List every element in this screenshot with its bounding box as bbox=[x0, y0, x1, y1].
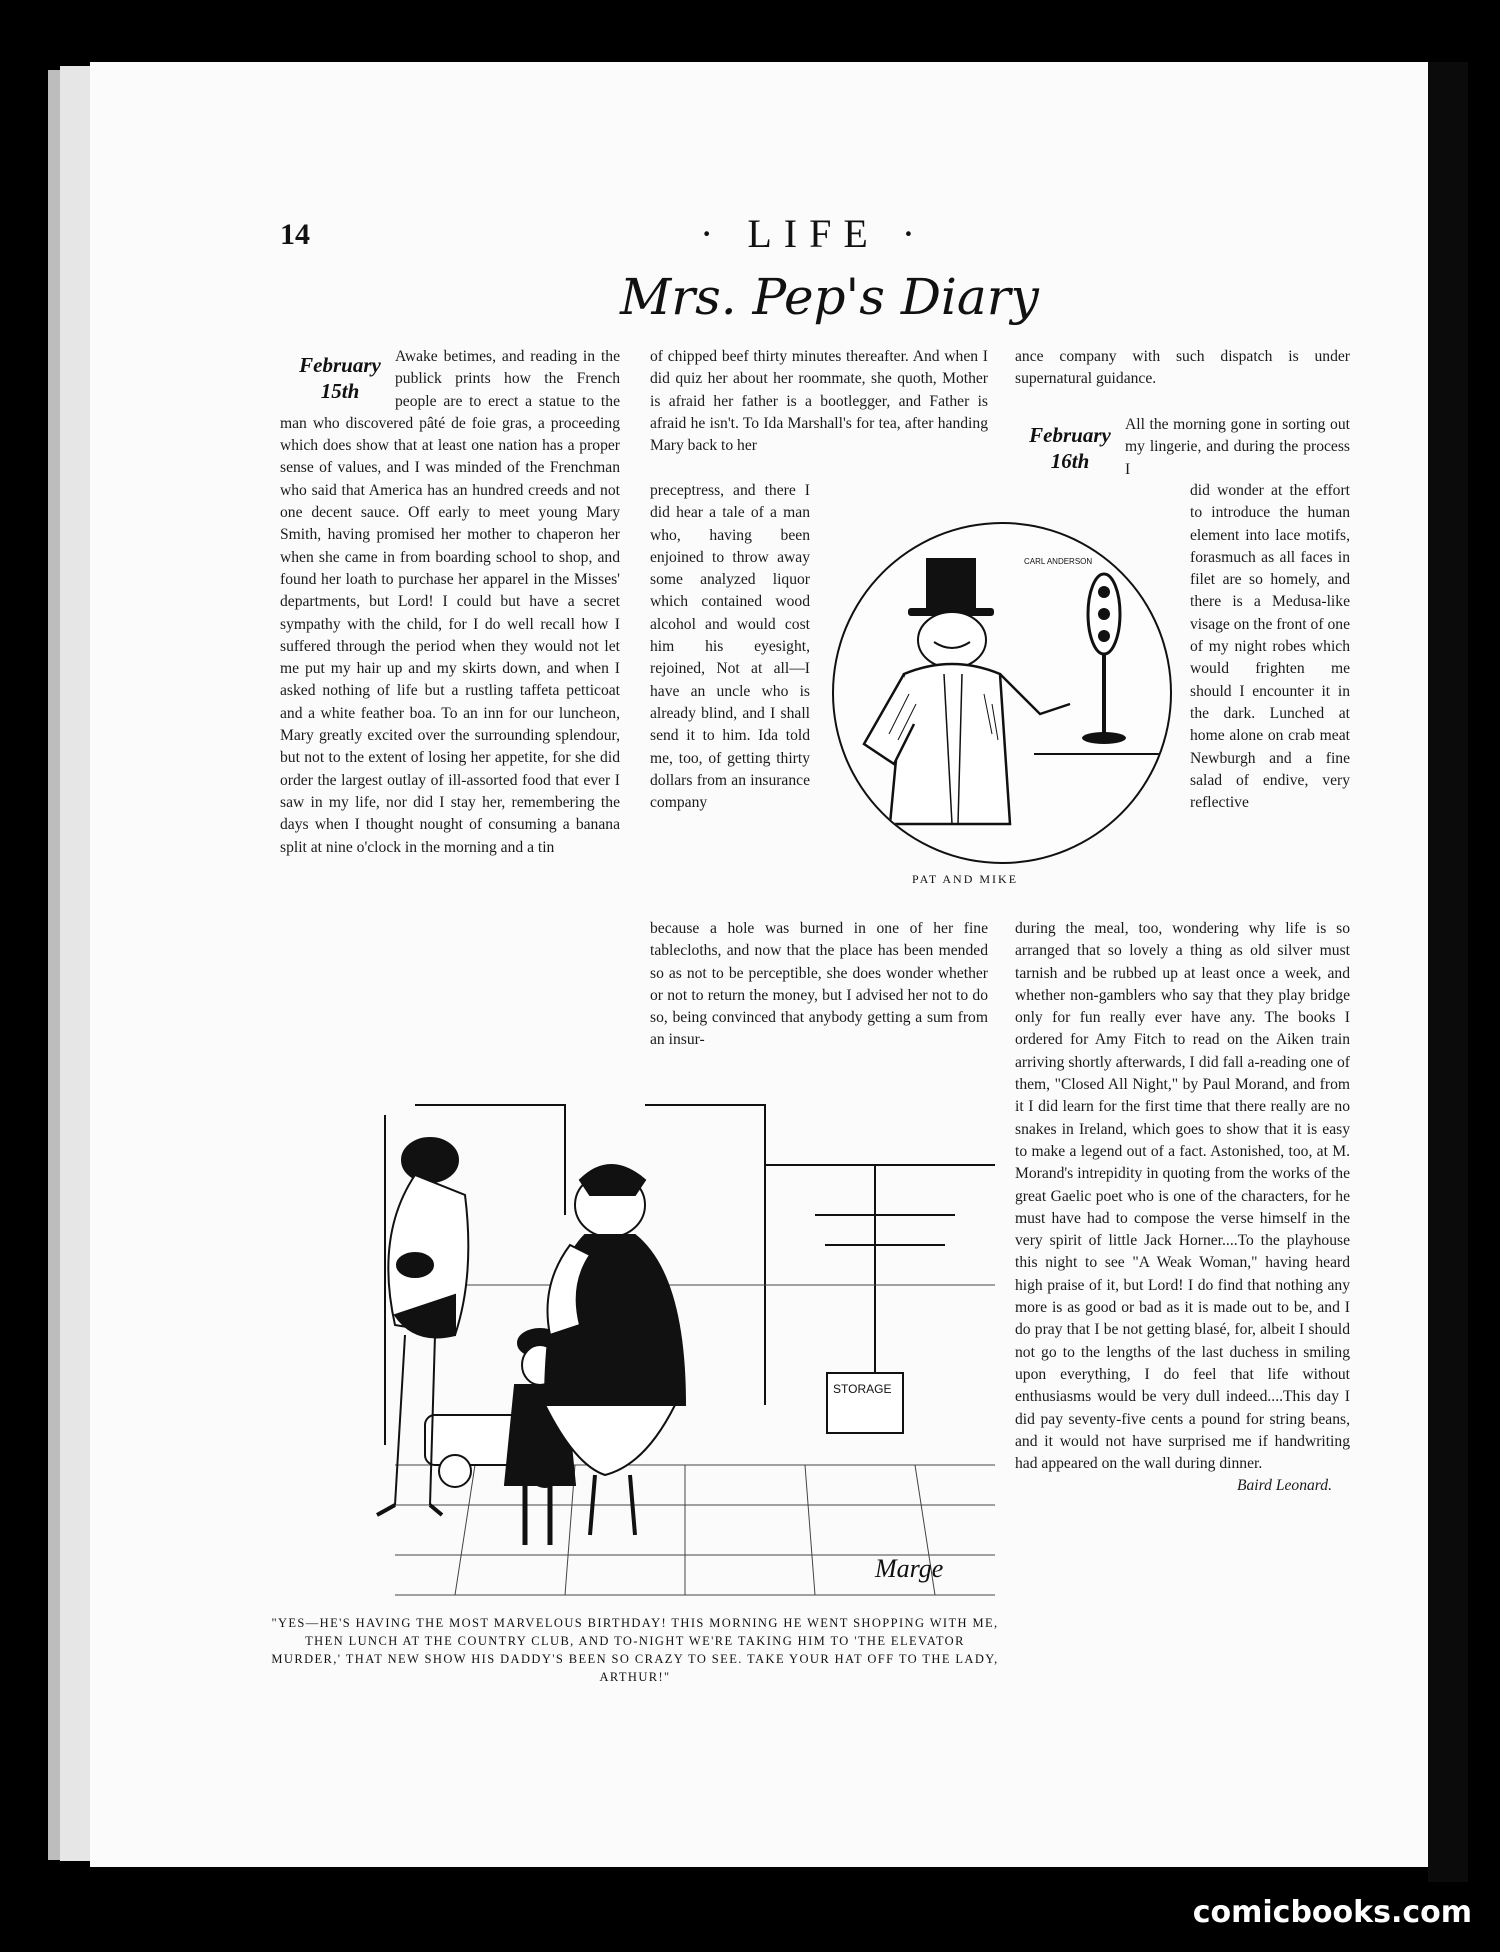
dateline-month: February bbox=[1029, 423, 1111, 447]
entry1-col2-narrow: preceptress, and there I did hear a tale of a man who, having been enjoined to throw away some analyzed liquor which contained wood alcohol and would cost him his eyesight, rejoined, Not at all—I have an uncle who is already blind, and I shall send it to him. Ida told me, too, of getting thirty dollars from an insurance company bbox=[650, 482, 810, 812]
entry1-col1-text: Awake betimes, and reading in the publick prints how the French people are to erect a statue to the man who discovered pâté de foie gras, a proceeding which does show that at least one nation has a proper sense of values, and I was minded of the Frenchman who said that America has an hundred creeds and not one decent sauce. Off early to meet young Mary Smith, having promised her mother to chaperon her when she came in from boarding school to shop, and found her loath to purchase her apparel in the Misses' departments, but Lord! I could but have a secret sympathy with the child, for I do well recall how I suffered through the period when they would not let me put my hair up and my skirts down, and when I asked nothing of life but a rustling taffeta petticoat and a white feather boa. To an inn for our luncheon, Mary greatly excited over the surrounding splendour, but not to the extent of losing her appetite, for she did order the largest outlay of ill-assorted food that ever I saw in my life, nor did I stay her, remembering the days when I thought nought of consuming a banana split at nine o'clock in the morning and a tin bbox=[280, 348, 620, 856]
column-2-top bbox=[650, 346, 988, 457]
binding-right bbox=[1428, 62, 1468, 1882]
masthead: · LIFE · bbox=[700, 211, 928, 256]
pat-and-mike-illustration bbox=[832, 522, 1172, 864]
dateline-day: 15th bbox=[320, 379, 360, 403]
dateline-month: February bbox=[299, 353, 381, 377]
column-2-narrow bbox=[650, 480, 810, 814]
column-3-top bbox=[1015, 346, 1350, 391]
column-3-bottom bbox=[1015, 918, 1350, 1498]
entry2-col3-bottom: during the meal, too, wondering why life is so arranged that so lovely a thing as old silver must tarnish and be rubbed up at least once a week, and whether non-gamblers who say that they play bridge only for fun really ever have any. The books I ordered for Amy Fitch to read on the Aiken train arriving shortly afterwards, I did fall a-reading one of them, "Closed All Night," by Paul Morand, and from it I did learn for the first time that there really are no snakes in Ireland, which goes to show that it is easy to make a legend out of a fact. Astonished, too, at M. Morand's intrepidity in quoting from the works of the great Gaelic poet who is one of the characters, for he must have had to compose the verse himself in the very spirit of little Jack Horner....To the playhouse this night to see "A Weak Woman," having heard high praise of it, but Lord! I do find that nothing any more is as good or bad as it is made out to be, and I do pray that I be not getting blasé, for, albeit I should not go to the lengths of the last duchess in smiling upon everything, I do feel that life without enthusiasms would be very dull indeed....This day I did pay seventy-five cents a pound for string beans, and it would not have surprised me if handwriting had appeared on the wall during dinner. bbox=[1015, 920, 1350, 1473]
page-number: 14 bbox=[280, 218, 310, 251]
pat-and-mike-drawing bbox=[834, 524, 1170, 862]
entry1-col3-top: ance company with such dispatch is under supernatural guidance. bbox=[1015, 348, 1350, 388]
birthday-cartoon bbox=[355, 1085, 1000, 1605]
column-1 bbox=[280, 346, 620, 1086]
entry2-col3-lead: All the morning gone in sorting out my lingerie, and during the process I bbox=[1125, 416, 1350, 478]
entry1-col2-bottom: because a hole was burned in one of her fine tablecloths, and now that the place has been mended so as not to be perceptible, she does wonder whether or not to return the money, but I advised her not to do so, being convinced that anybody getting a sum from an insur- bbox=[650, 920, 988, 1049]
dateline-day: 16th bbox=[1050, 449, 1090, 473]
illustration-artist: CARL ANDERSON bbox=[1024, 557, 1093, 566]
column-3-narrow bbox=[1190, 480, 1350, 814]
column-3-lead bbox=[1125, 414, 1350, 481]
entry2-col3-narrow: did wonder at the effort to introduce the human element into lace motifs, forasmuch as all faces in filet are so homely, and there is a Medusa-like visage on the front of one of my night robes which would frighten me should I encounter it in the dark. Lunched at home alone on crab meat Newburgh and a fine salad of endive, very reflective bbox=[1190, 482, 1350, 812]
birthday-cartoon-drawing bbox=[355, 1085, 1000, 1605]
watermark: comicbooks.com bbox=[1192, 1895, 1472, 1930]
pat-and-mike-caption: PAT AND MIKE bbox=[912, 872, 1019, 886]
entry1-col2-top: of chipped beef thirty minutes thereafter. And when I did quiz her about her roommate, she quoth, Mother is afraid her father is a bootlegger, and Father is afraid he isn't. To Ida Marshall's for tea, after handing Mary back to her bbox=[650, 348, 988, 455]
cartoon-artist: Marge bbox=[875, 1554, 944, 1583]
column-2-bottom bbox=[650, 918, 988, 1052]
dateline-feb-16 bbox=[1020, 422, 1120, 474]
diary-title: Mrs. Pep's Diary bbox=[620, 268, 1039, 326]
signature: Baird Leonard. bbox=[1236, 1477, 1332, 1495]
storage-sign-text: STORAGE bbox=[833, 1382, 892, 1396]
birthday-cartoon-caption: "YES—HE'S HAVING THE MOST MARVELOUS BIRTHDAY! THIS MORNING HE WENT SHOPPING WITH ME, THEN LUNCH AT THE COUNTRY CLUB, AND TO-NIGHT WE'RE TAKING HIM TO 'THE ELEVATOR MURDER,' THAT NEW SHOW HIS DADDY'S BEEN SO CRAZY TO SEE. TAKE YOUR HAT OFF TO THE LADY, ARTHUR!" bbox=[271, 1616, 999, 1684]
